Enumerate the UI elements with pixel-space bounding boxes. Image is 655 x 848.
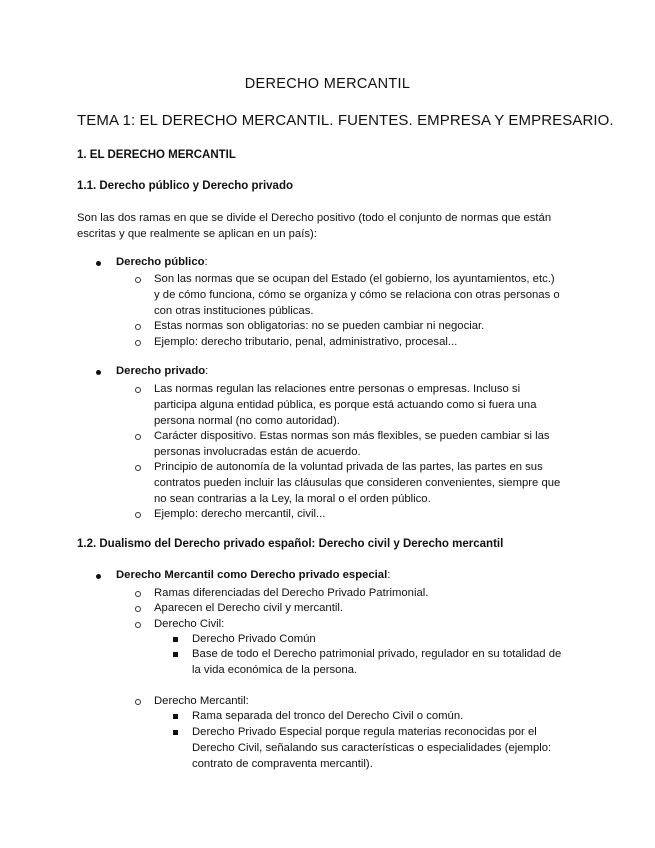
list-item-label: Derecho público: [116, 256, 205, 268]
list-item-line: Derecho Privado Especial porque regula materias reconocidas por el: [192, 726, 537, 738]
list-item-heading: [116, 569, 390, 581]
list-item-colon: :: [387, 569, 391, 581]
list-item-line: Aparecen el Derecho civil y mercantil.: [154, 602, 343, 614]
list-item-heading: [116, 256, 208, 268]
list-item-line: Las normas regulan las relaciones entre personas o empresas. Incluso si: [154, 383, 521, 395]
list-item-line: personas involucradas están de acuerdo.: [154, 446, 361, 458]
circle-bullet-icon: [135, 512, 141, 518]
subsection-heading: 1.1. Derecho público y Derecho privado: [77, 180, 294, 192]
list-item-line: Principio de autonomía de la voluntad privada de las partes, las partes en sus: [154, 461, 543, 473]
list-item-line: Rama separada del tronco del Derecho Civil o común.: [192, 710, 464, 722]
list-item-line: Ramas diferenciadas del Derecho Privado Patrimonial.: [154, 587, 429, 599]
list-item-line: no sean contrarias a la Ley, la moral o el orden público.: [154, 493, 431, 505]
list-item-line: y de cómo funciona, cómo se organiza y cómo se relaciona con otras personas o: [154, 289, 560, 301]
list-item-line: Derecho Civil:: [154, 618, 225, 630]
square-bullet-icon: [173, 714, 178, 719]
list-item-line: Derecho Privado Común: [192, 633, 316, 645]
square-bullet-icon: [173, 730, 178, 735]
list-item-line: Derecho Civil, señalando sus características o especialidades (ejemplo:: [192, 742, 552, 754]
circle-bullet-icon: [135, 387, 141, 393]
list-item-heading: [116, 365, 208, 377]
circle-bullet-icon: [135, 340, 141, 346]
subsection-heading: 1.2. Dualismo del Derecho privado español: Derecho civil y Derecho mercantil: [77, 538, 504, 550]
list-item-line: la vida económica de la persona.: [192, 664, 358, 676]
list-item-colon: :: [204, 256, 208, 268]
section-heading: 1. EL DERECHO MERCANTIL: [77, 149, 236, 161]
list-item-colon: :: [205, 365, 209, 377]
circle-bullet-icon: [135, 622, 141, 628]
bullet-icon: [96, 370, 101, 375]
circle-bullet-icon: [135, 699, 141, 705]
topic-heading: TEMA 1: EL DERECHO MERCANTIL. FUENTES. EMPRESA Y EMPRESARIO.: [77, 112, 614, 129]
document-title: DERECHO MERCANTIL: [244, 76, 411, 92]
list-item-label: Derecho privado: [116, 365, 206, 377]
bullet-icon: [96, 574, 101, 579]
circle-bullet-icon: [135, 434, 141, 440]
list-item-line: persona normal (no como autoridad).: [154, 415, 340, 427]
circle-bullet-icon: [135, 591, 141, 597]
paragraph-line: escritas y que realmente se aplican en un país):: [77, 228, 317, 240]
circle-bullet-icon: [135, 277, 141, 283]
list-item-line: con otras instituciones públicas.: [154, 305, 314, 317]
list-item-line: Carácter dispositivo. Estas normas son más flexibles, se pueden cambiar si las: [154, 430, 550, 442]
list-item-line: Base de todo el Derecho patrimonial privado, regulador en su totalidad de: [192, 648, 562, 660]
square-bullet-icon: [173, 652, 178, 657]
list-item-label: Derecho Mercantil como Derecho privado especial: [116, 569, 388, 581]
list-item-line: Derecho Mercantil:: [154, 695, 249, 707]
list-item-line: contrato de compraventa mercantil).: [192, 758, 373, 770]
list-item-line: Estas normas son obligatorias: no se pueden cambiar ni negociar.: [154, 320, 485, 332]
bullet-icon: [96, 261, 101, 266]
list-item-line: Ejemplo: derecho mercantil, civil...: [154, 508, 326, 520]
list-item-line: contratos pueden incluir las cláusulas que consideren convenientes, siempre que: [154, 477, 561, 489]
circle-bullet-icon: [135, 465, 141, 471]
paragraph-line: Son las dos ramas en que se divide el Derecho positivo (todo el conjunto de normas que están: [77, 212, 552, 224]
list-item-line: participa alguna entidad pública, es porque está actuando como si fuera una: [154, 399, 537, 411]
circle-bullet-icon: [135, 324, 141, 330]
circle-bullet-icon: [135, 606, 141, 612]
list-item-line: Son las normas que se ocupan del Estado (el gobierno, los ayuntamientos, etc.): [154, 273, 555, 285]
list-item-line: Ejemplo: derecho tributario, penal, administrativo, procesal...: [154, 336, 458, 348]
square-bullet-icon: [173, 637, 178, 642]
